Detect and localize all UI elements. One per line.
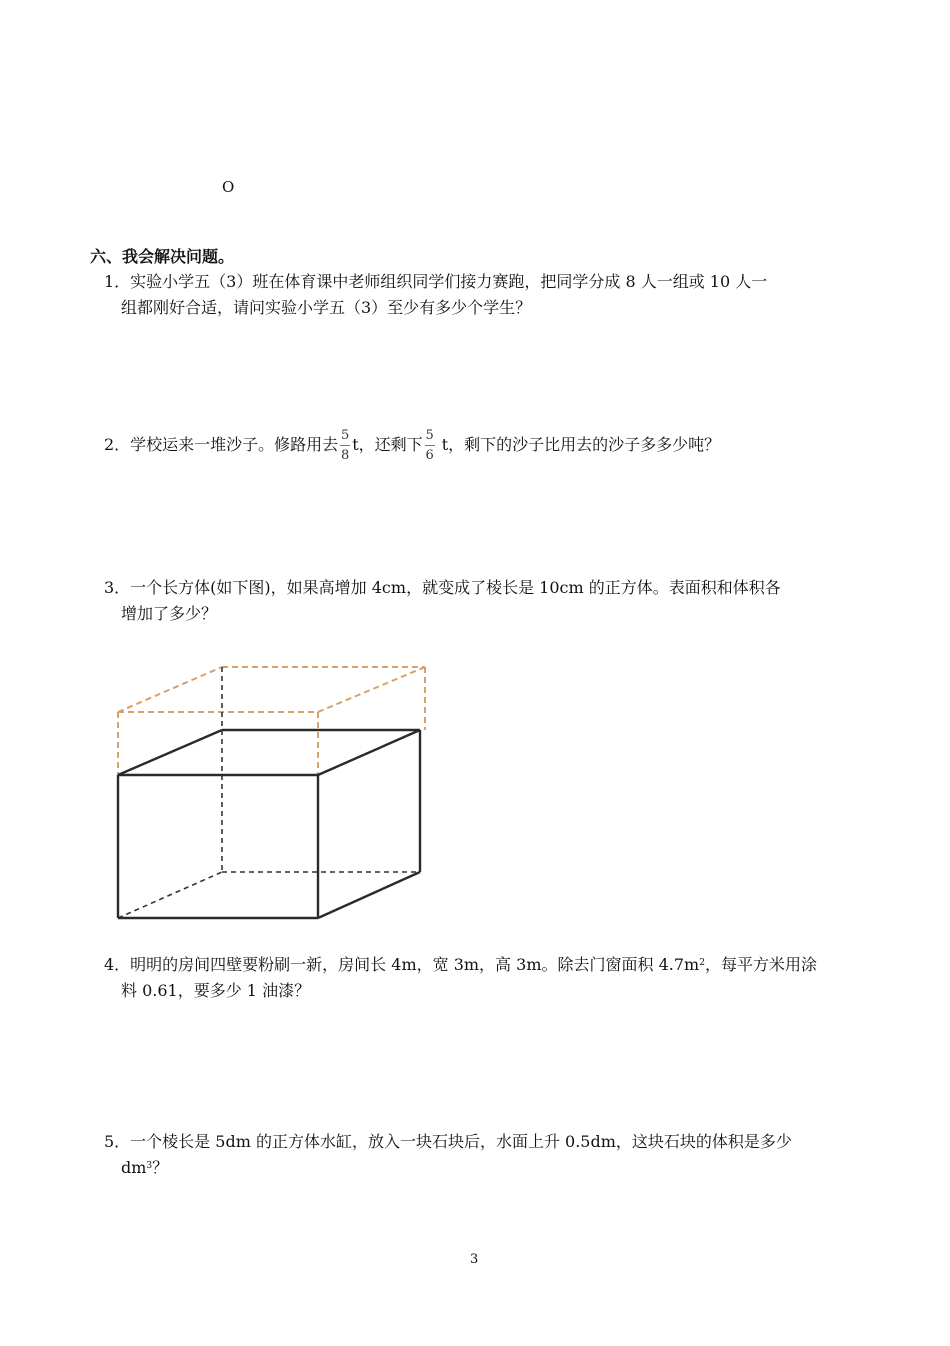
fraction-bar <box>425 445 435 446</box>
problem-5-unit: dm <box>121 1158 147 1177</box>
problem-1-line-2: 组都刚好合适，请问实验小学五（3）至少有多少个学生？ <box>121 298 532 317</box>
problem-3-line-2: 增加了多少？ <box>121 604 218 623</box>
problem-5-line-1: 5．一个棱长是 5dm 的正方体水缸，放入一块石块后，水面上升 0.5dm，这块石块的体积是多少 <box>104 1132 792 1151</box>
fraction-numerator: 5 <box>425 428 434 443</box>
problem-4-line-1 <box>104 954 817 976</box>
problem-5-end: ？ <box>152 1158 169 1177</box>
problem-4-text-b: ，每平方米用涂 <box>704 955 817 974</box>
figure-background <box>100 660 430 925</box>
problem-2-prefix: 2．学校运来一堆沙子。修路用去 <box>104 435 339 454</box>
superscript-2: 2 <box>699 958 705 968</box>
problem-4-text-a: 4．明明的房间四壁要粉刷一新，房间长 4m，宽 3m，高 3m。除去门窗面积 4.7m <box>104 955 700 974</box>
section-title: 六、我会解决问题。 <box>90 247 235 266</box>
problem-1-line-1: 1．实验小学五（3）班在体育课中老师组织同学们接力赛跑，把同学分成 8 人一组或 10 人一 <box>104 272 768 291</box>
superscript-3: 3 <box>146 1161 153 1171</box>
stray-mark: O <box>222 178 235 196</box>
cuboid-diagram <box>100 660 430 925</box>
fraction-five-sixths <box>425 427 435 464</box>
fraction-denominator: 6 <box>425 448 434 463</box>
problem-2-suffix: t，剩下的沙子比用去的沙子多多少吨？ <box>436 435 721 454</box>
fraction-numerator: 5 <box>341 428 350 443</box>
fraction-five-eighths <box>340 427 350 464</box>
problem-3-line-1: 3．一个长方体(如下图)，如果高增加 4cm，就变成了棱长是 10cm 的正方体。表面积和体积各 <box>104 578 781 597</box>
page-number: 3 <box>470 1252 479 1267</box>
problem-4-line-2: 料 0.61，要多少 1 油漆？ <box>121 981 311 1000</box>
problem-2-mid: t，还剩下 <box>352 435 423 454</box>
problem-2 <box>104 427 720 464</box>
fraction-bar <box>340 445 350 446</box>
fraction-denominator: 8 <box>341 448 350 463</box>
cuboid-figure <box>100 660 430 929</box>
problem-5-line-2 <box>121 1157 168 1179</box>
